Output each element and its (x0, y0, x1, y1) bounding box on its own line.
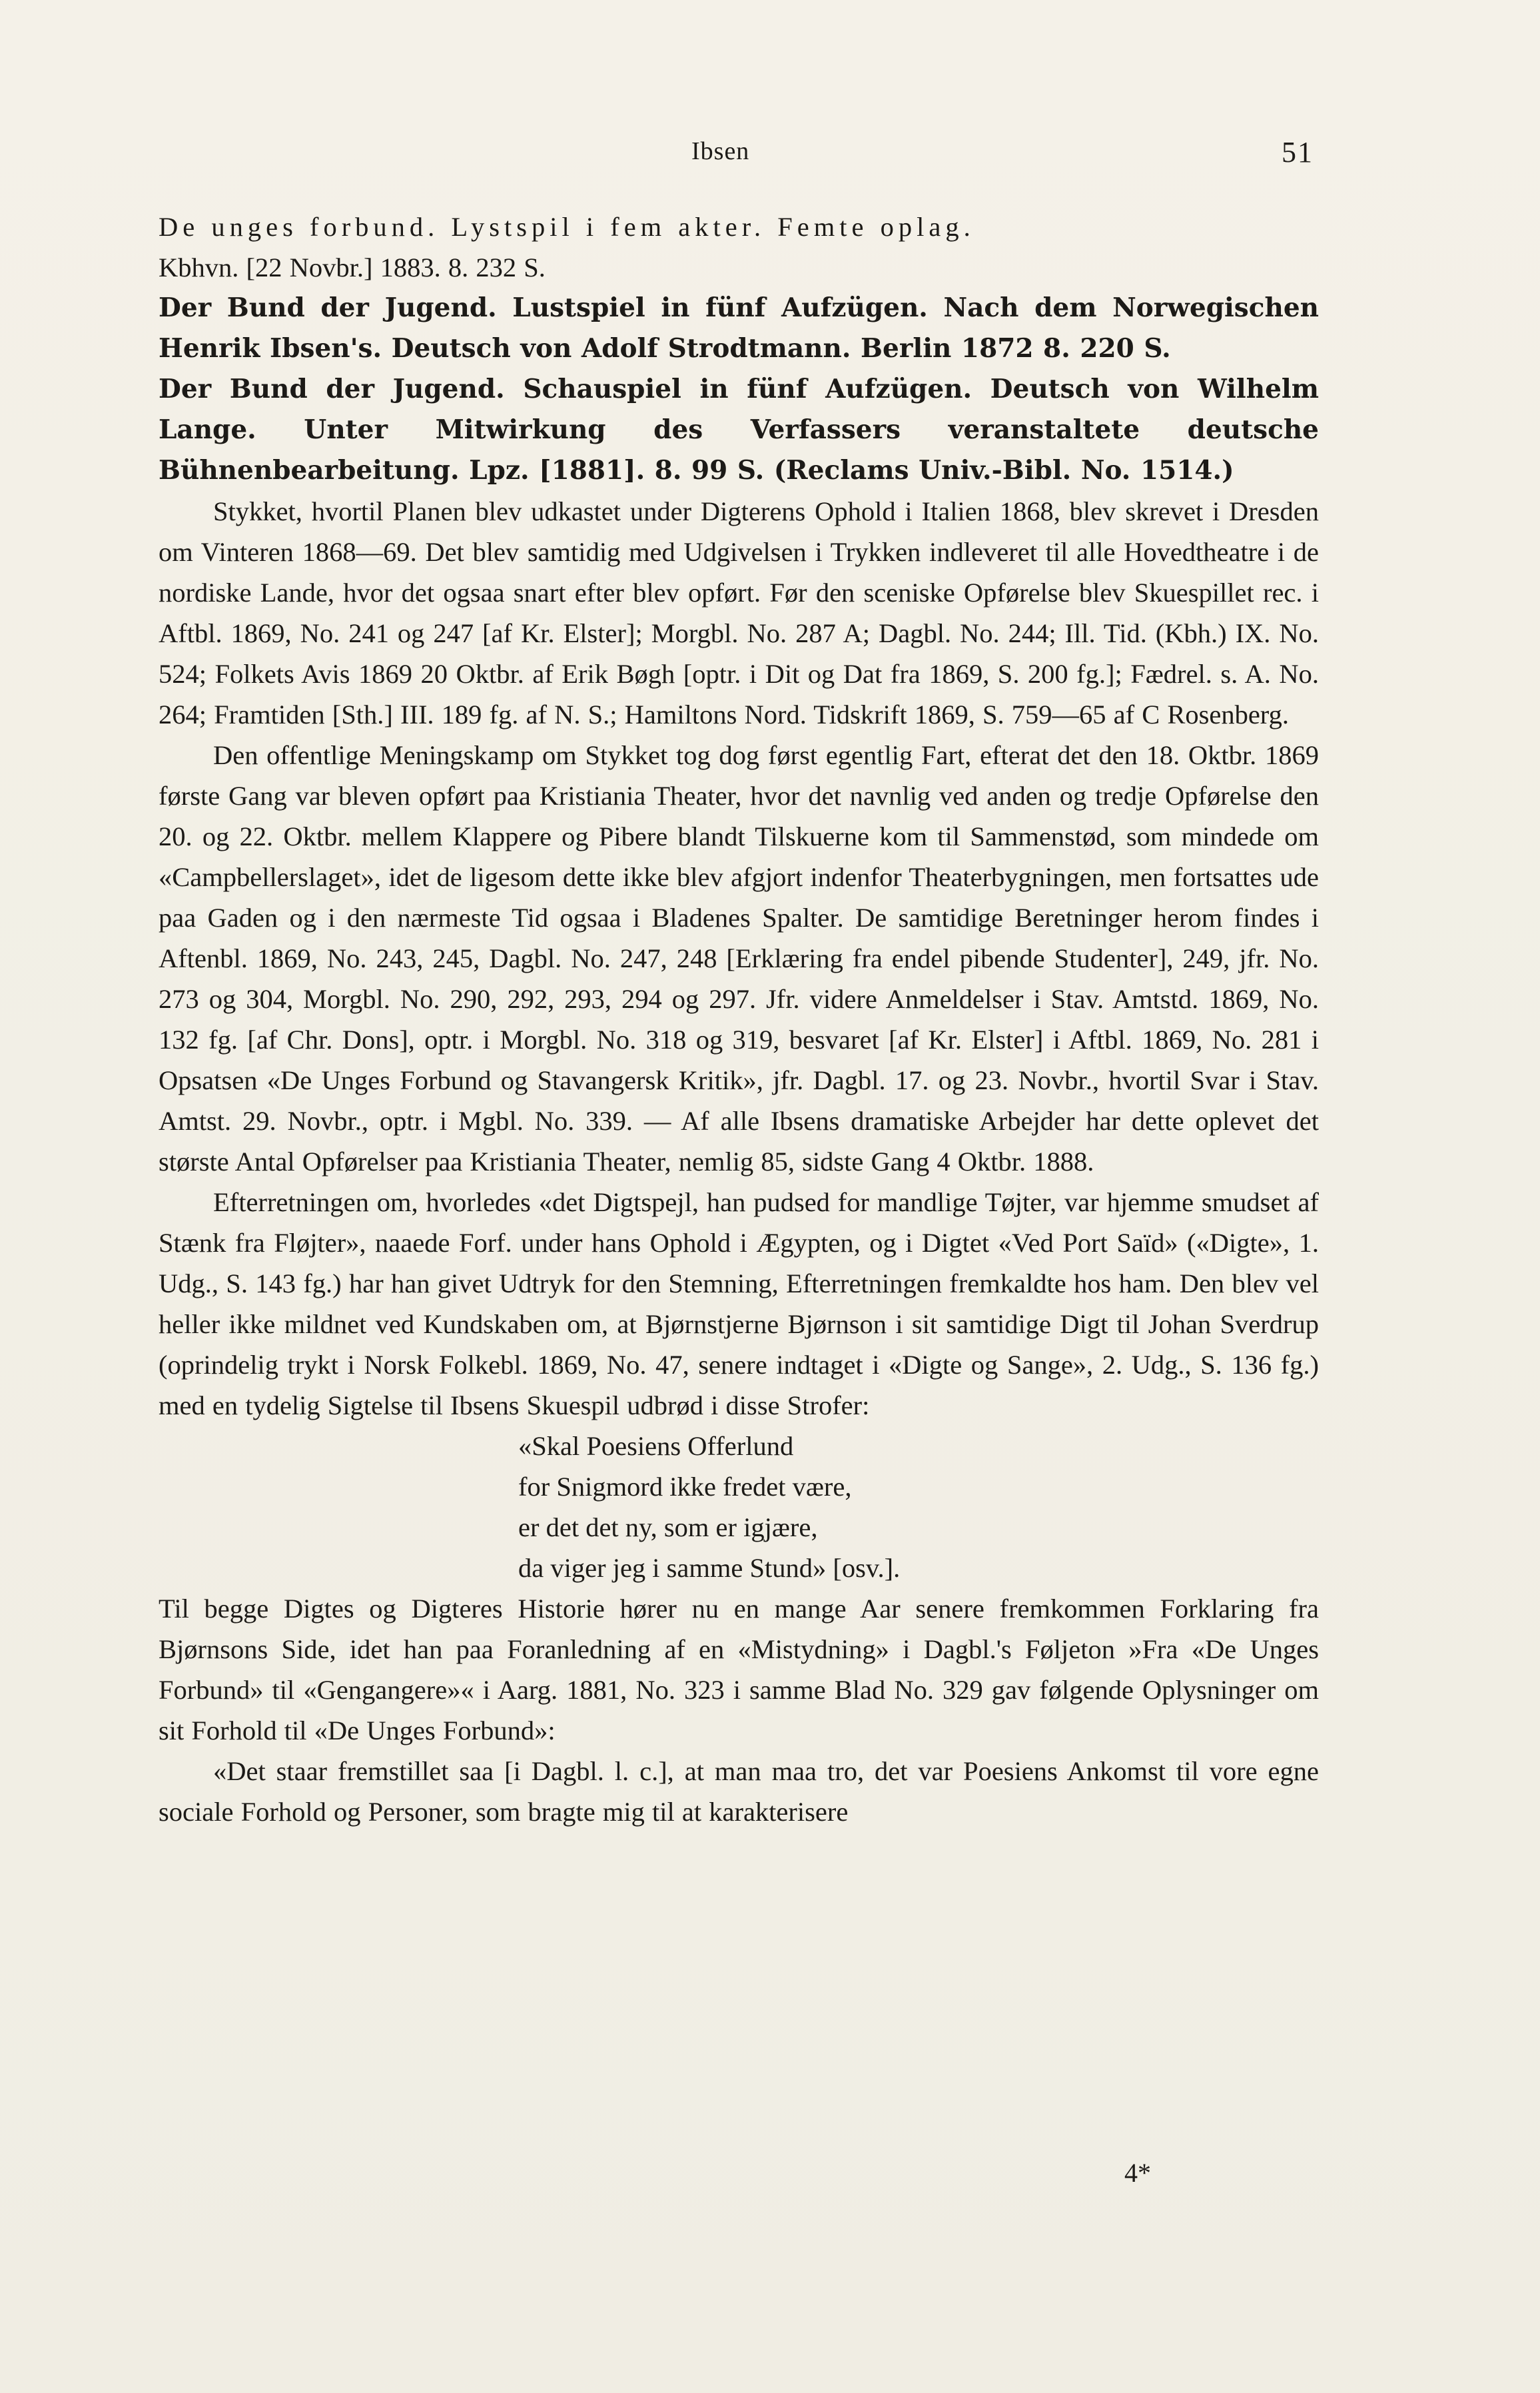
entry-danish-imprint: Kbhvn. [22 Novbr.] 1883. 8. 232 S. (159, 252, 546, 282)
signature-mark: 4* (1124, 2158, 1151, 2188)
page-header (0, 137, 1540, 177)
paragraph-history: Stykket, hvortil Planen blev udkastet under Digterens Ophold i Italien 1868, blev skrevet i Dresden om Vinteren 1868—69. Det blev samtidig med Udgivelsen i Trykken indleveret til alle Hovedtheatre i de nordiske Lande, hvor det ogsaa snart efter blev opført. Før den sceniske Opførelse blev Skuespillet rec. i Aftbl. 1869, No. 241 og 247 [af Kr. Elster]; Morgbl. No. 287 A; Dagbl. No. 244; Ill. Tid. (Kbh.) IX. No. 524; Folkets Avis 1869 20 Oktbr. af Erik Bøgh [optr. i Dit og Dat fra 1869, S. 200 fg.]; Fædrel. s. A. No. 264; Framtiden [Sth.] III. 189 fg. af N. S.; Hamiltons Nord. Tidskrift 1869, S. 759—65 af C Rosenberg. (159, 496, 1319, 729)
entry-german-strodtmann: Der Bund der Jugend. Lustspiel in fünf Aufzügen. Nach dem Norwegischen Henrik Ibsen's. Deutsch von Adolf Strodtmann. Berlin 1872 8. 220 S. (159, 292, 1319, 364)
entry-german-lange: Der Bund der Jugend. Schauspiel in fünf Aufzügen. Deutsch von Wilhelm Lange. Unter Mitwirkung des Verfassers veranstaltete deutsche Bühnenbearbeitung. Lpz. [1881]. 8. 99 S. (Reclams Univ.-Bibl. No. 1514.) (159, 374, 1319, 486)
paragraph-bjornson-quote: «Det staar fremstillet saa [i Dagbl. l. c.], at man maa tro, det var Poesiens Ankomst til vore egne sociale Forhold og Personer, som bragte mig til at karakterisere (159, 1756, 1319, 1827)
verse-quote (159, 1426, 1319, 1588)
entry-danish-title: De unges forbund. Lystspil i fem akter. Femte oplag. (159, 212, 975, 242)
verse-line: er det det ny, som er igjære, (518, 1512, 818, 1542)
running-head: Ibsen (691, 137, 750, 165)
paragraph-reception: Den offentlige Meningskamp om Stykket tog dog først egentlig Fart, efterat det den 18. Oktbr. 1869 første Gang var bleven opført paa Kristiania Theater, hvor det navnlig ved anden og tredje Opførelse den 20. og 22. Oktbr. mellem Klappere og Pibere blandt Tilskuerne kom til Sammenstød, som mindede om «Campbellerslaget», idet de ligesom dette ikke blev afgjort indenfor Theaterbygningen, men fortsattes ude paa Gaden og i den nærmeste Tid ogsaa i Bladenes Spalter. De samtidige Beretninger herom findes i Aftenbl. 1869, No. 243, 245, Dagbl. No. 247, 248 [Erklæring fra endel pibende Studenter], 249, jfr. No. 273 og 304, Morgbl. No. 290, 292, 293, 294 og 297. Jfr. videre Anmeldelser i Stav. Amtstd. 1869, No. 132 fg. [af Chr. Dons], optr. i Morgbl. No. 318 og 319, besvaret [af Kr. Elster] i Aftbl. 1869, No. 281 i Opsatsen «De Unges Forbund og Stavangersk Kritik», jfr. Dagbl. 17. og 23. Novbr., hvortil Svar i Stav. Amtst. 29. Novbr., optr. i Mgbl. No. 339. — Af alle Ibsens dramatiske Arbejder har dette oplevet det største Antal Opførelser paa Kristiania Theater, nemlig 85, sidste Gang 4 Oktbr. 1888. (159, 740, 1319, 1177)
page-body (159, 207, 1319, 1832)
paragraph-port-said: Efterretningen om, hvorledes «det Digtspejl, han pudsed for mandlige Tøjter, var hjemme smudset af Stænk fra Fløjter», naaede Forf. under hans Ophold i Ægypten, og i Digtet «Ved Port Saïd» («Digte», 1. Udg., S. 143 fg.) har han givet Udtryk for den Stemning, Efterretningen fremkaldte hos ham. Den blev vel heller ikke mildnet ved Kundskaben om, at Bjørnstjerne Bjørnson i sit samtidige Digt til Johan Sverdrup (oprindelig trykt i Norsk Folkebl. 1869, No. 47, senere indtaget i «Digte og Sange», 2. Udg., S. 136 fg.) med en tydelig Sigtelse til Ibsens Skuespil udbrød i disse Strofer: (159, 1187, 1319, 1420)
page-number: 51 (1282, 136, 1314, 169)
verse-line: da viger jeg i samme Stund» [osv.]. (518, 1553, 901, 1583)
verse-line: «Skal Poesiens Offerlund (518, 1431, 794, 1461)
verse-line: for Snigmord ikke fredet være, (518, 1472, 852, 1502)
paragraph-bjornson-explanation: Til begge Digtes og Digteres Historie hører nu en mange Aar senere fremkommen Forklaring fra Bjørnsons Side, idet han paa Foranledning af en «Mistydning» i Dagbl.'s Føljeton »Fra «De Unges Forbund» til «Gengangere»« i Aarg. 1881, No. 323 i samme Blad No. 329 gav følgende Oplysninger om sit Forhold til «De Unges Forbund»: (159, 1594, 1319, 1745)
